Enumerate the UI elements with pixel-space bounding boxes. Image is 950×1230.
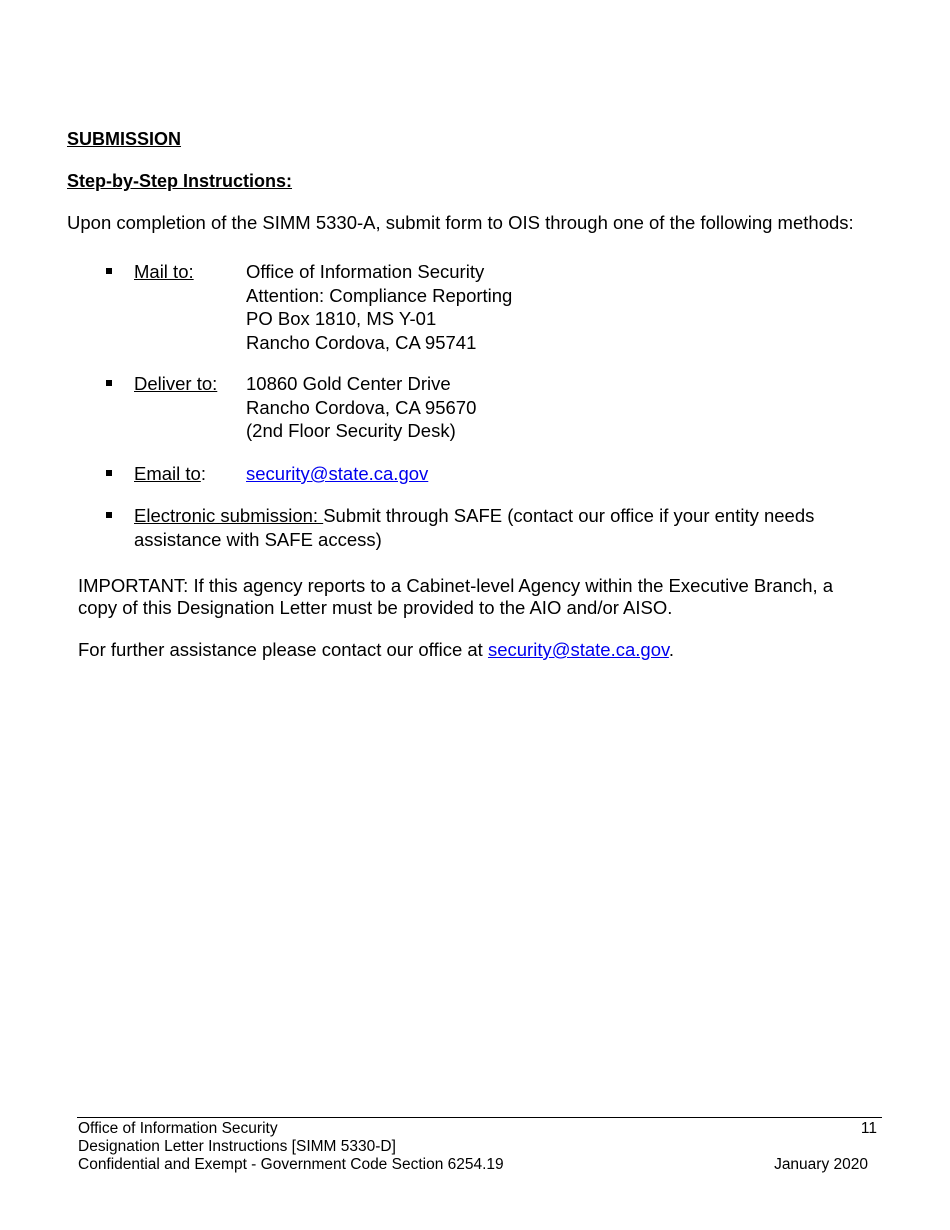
important-line-1 <box>78 574 833 598</box>
electronic-line-1 <box>134 504 814 528</box>
mail-address-line: PO Box 1810, MS Y-01 <box>246 308 437 329</box>
footer-date: January 2020 <box>774 1156 868 1173</box>
assistance-email-link[interactable]: security@state.ca.gov <box>487 639 669 660</box>
mail-address-line: Rancho Cordova, CA 95741 <box>246 331 477 353</box>
deliver-label: Deliver to: <box>134 373 218 394</box>
assistance-paragraph <box>78 638 674 662</box>
bullet-icon <box>106 512 112 518</box>
footer-doc-title: Designation Letter Instructions [SIMM 5330-D] <box>78 1138 396 1155</box>
mail-label: Mail to: <box>134 261 194 282</box>
page-number: 11 <box>860 1120 877 1137</box>
instructions-subheading: Step-by-Step Instructions: <box>67 171 293 191</box>
mail-address <box>246 260 512 354</box>
footer-org: Office of Information Security <box>78 1120 278 1137</box>
section-title: SUBMISSION <box>67 129 182 149</box>
electronic-line-2: assistance with SAFE access) <box>134 529 382 550</box>
deliver-address-line: Rancho Cordova, CA 95670 <box>246 396 477 418</box>
mail-address-line: Attention: Compliance Reporting <box>246 284 513 306</box>
deliver-address-line: 10860 Gold Center Drive <box>246 373 451 394</box>
important-line-2: copy of this Designation Letter must be provided to the AIO and/or AISO. <box>78 597 673 618</box>
important-text: If this agency reports to a Cabinet-level Agency within the Executive Branch, a <box>188 575 834 596</box>
bullet-icon <box>106 470 112 476</box>
email-label-group <box>134 462 206 486</box>
footer-divider <box>77 1117 882 1118</box>
intro-paragraph: Upon completion of the SIMM 5330-A, submit form to OIS through one of the following methods: <box>67 212 854 233</box>
mail-address-line: Office of Information Security <box>246 261 485 282</box>
important-label: IMPORTANT: <box>78 575 189 596</box>
deliver-address-line: (2nd Floor Security Desk) <box>246 420 456 441</box>
email-label-colon: : <box>200 463 206 484</box>
email-link[interactable]: security@state.ca.gov <box>246 463 429 484</box>
electronic-text: Submit through SAFE (contact our office if your entity needs <box>323 505 815 526</box>
deliver-address <box>246 372 476 443</box>
assistance-suffix: . <box>668 639 675 660</box>
email-label: Email to <box>134 463 201 484</box>
footer-confidential: Confidential and Exempt - Government Code Section 6254.19 <box>78 1156 504 1173</box>
electronic-label: Electronic submission: <box>134 505 324 526</box>
bullet-icon <box>106 268 112 274</box>
assistance-text: For further assistance please contact our office at <box>78 639 488 660</box>
bullet-icon <box>106 380 112 386</box>
